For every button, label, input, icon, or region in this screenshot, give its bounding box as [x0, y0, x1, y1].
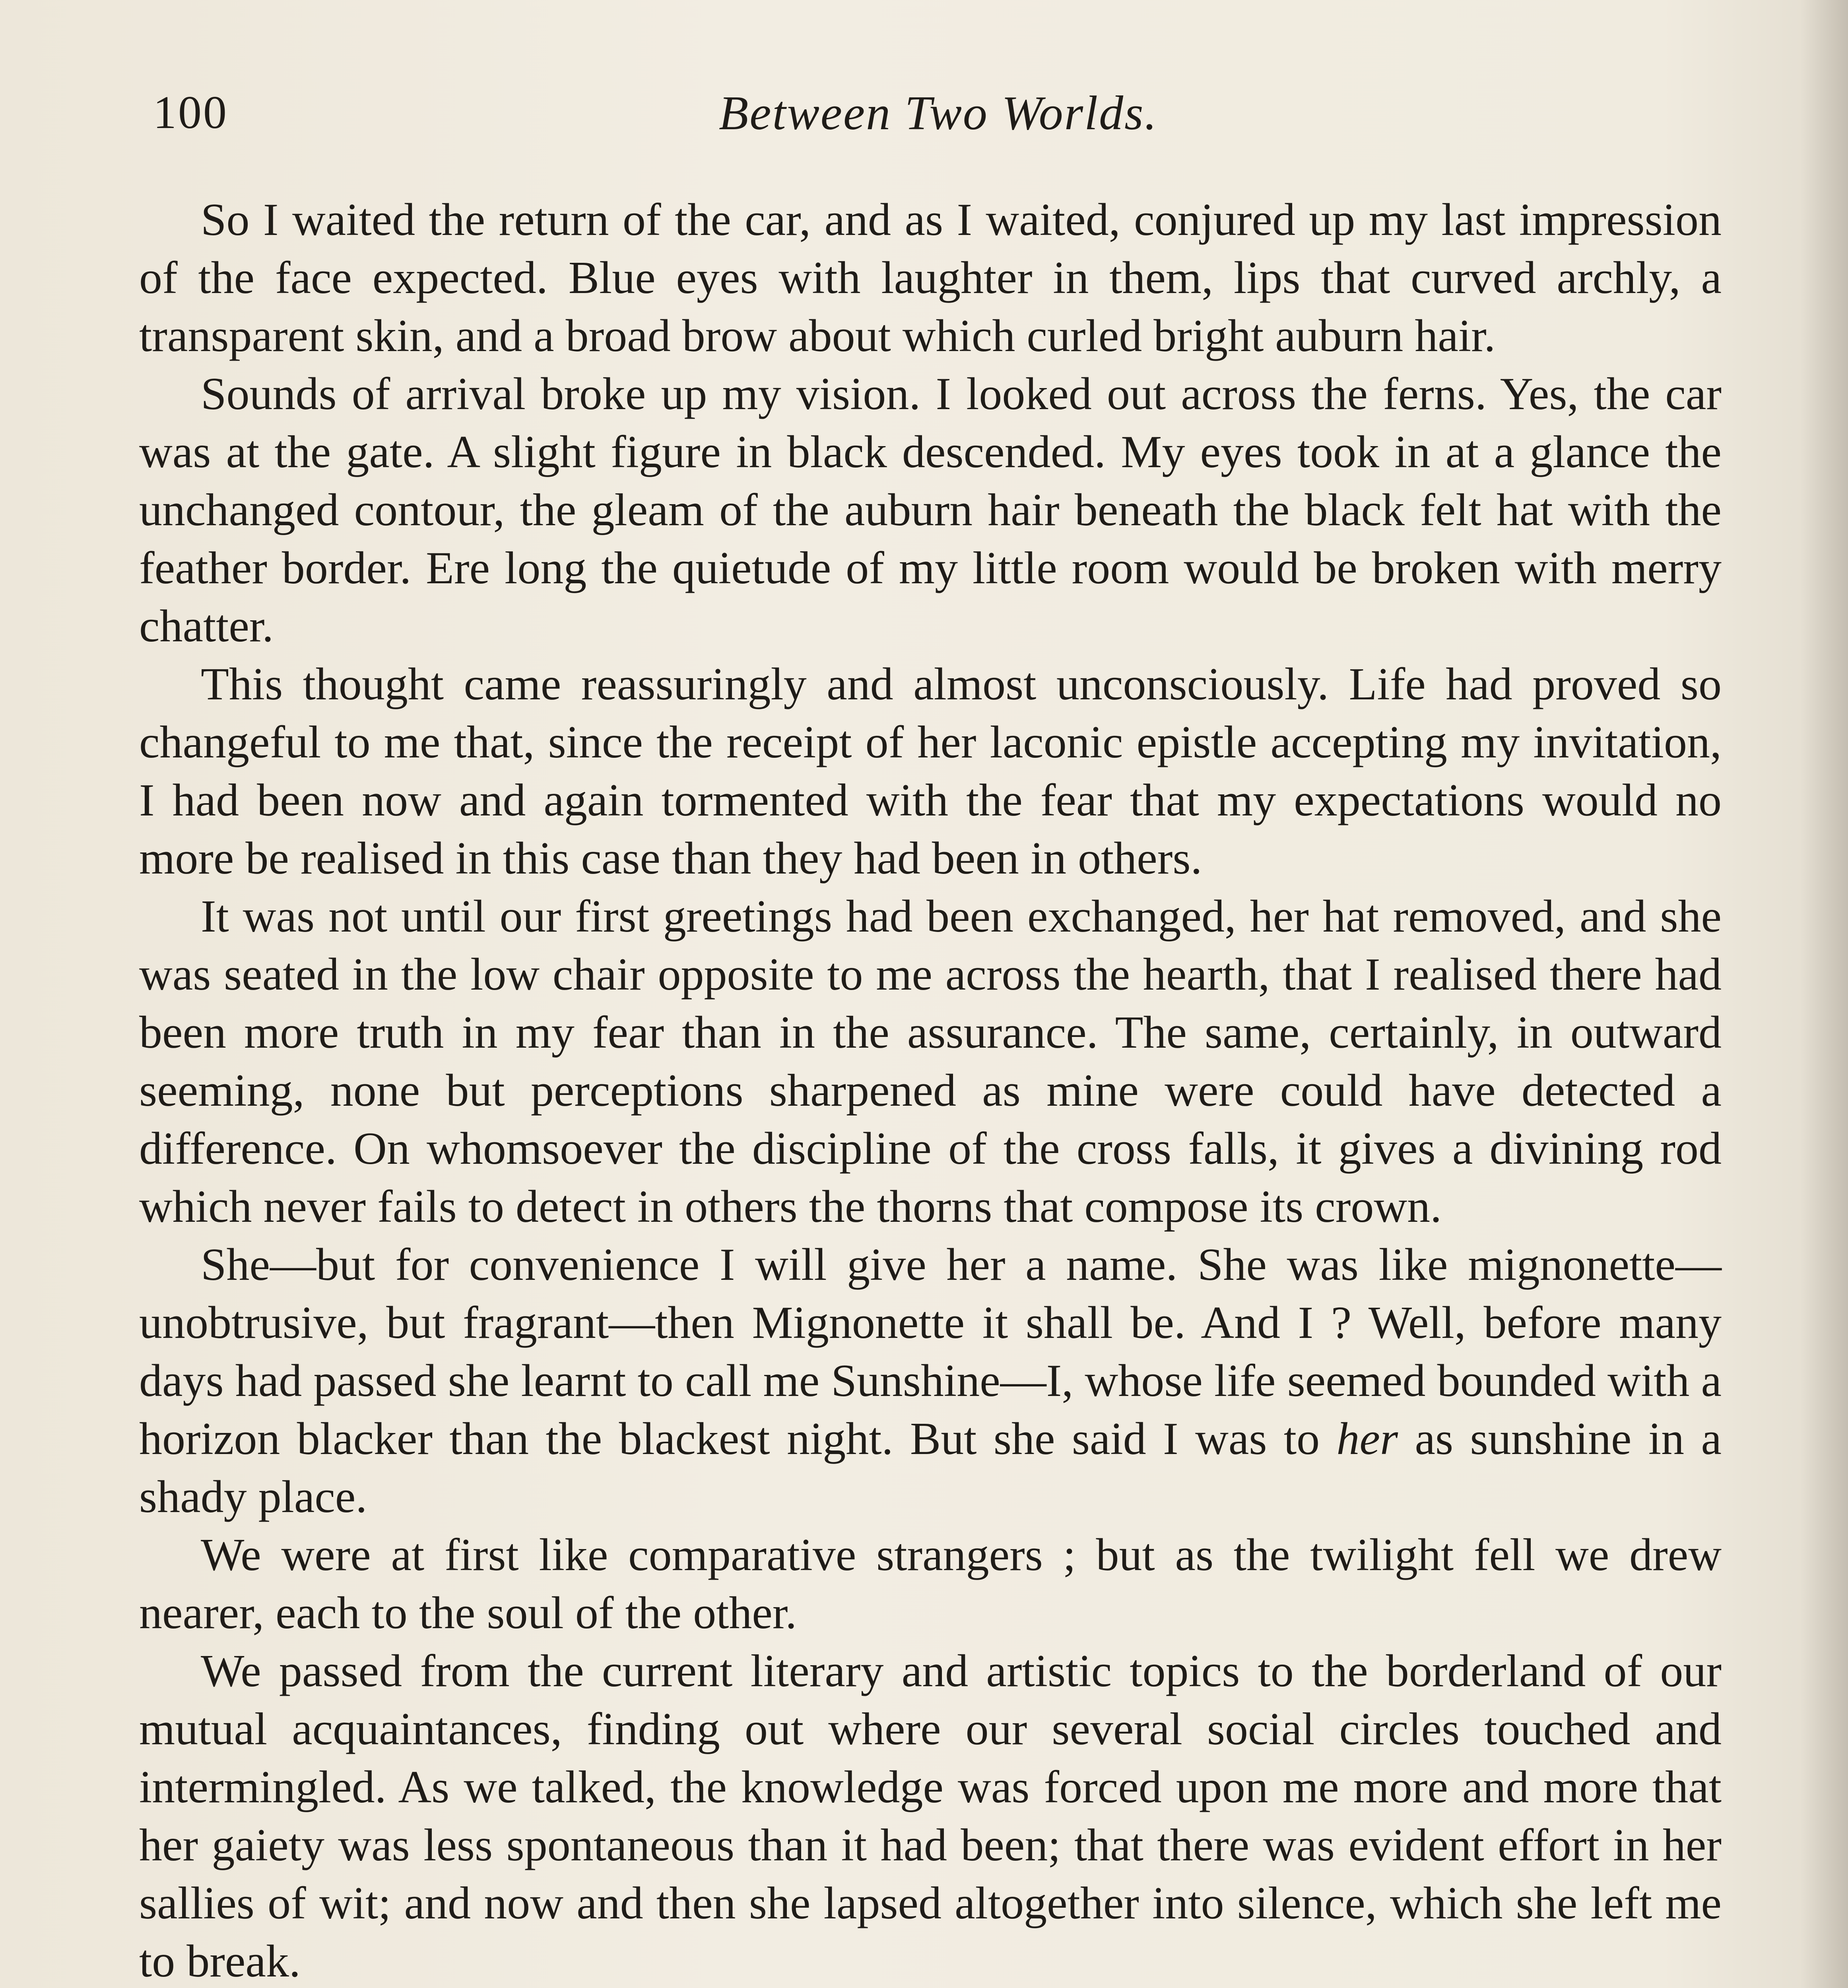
paragraph-5-text-end: as sunshine in a shady place.: [139, 1413, 1722, 1522]
paragraph-1: So I waited the return of the car, and as I waited, conjured up my last impression of the face expected. Blue eyes with laughter in them, lips that curved archly, a transparent skin, and a broad brow about which curled bright auburn hair.: [139, 194, 1722, 361]
running-title: Between Two Worlds.: [718, 86, 1158, 140]
paragraph-2: Sounds of arrival broke up my vision. I looked out across the ferns. Yes, the car was at the gate. A slight figure in black descended. My eyes took in at a glance the unchanged contour, the gleam of the auburn hair beneath the black felt hat with the feather border. Ere long the quietude of my little room would be broken with merry chatter.: [139, 369, 1722, 652]
body-text: [139, 191, 1722, 1988]
page-header: [153, 85, 1724, 149]
paragraph-3: This thought came reassuringly and almost unconsciously. Life had proved so changeful to me that, since the receipt of her laconic epistle accepting my invitation, I had been now and again tormented with the fear that my expectations would no more be realised in this case than they had been in others.: [139, 659, 1722, 884]
paragraph-5-text-start: She—but for convenience I will give her a name. She was like mignonette—unobtrusive, but fragrant—then Mignonette it shall be. And I ? Well, before many days had passed she learnt to call me Sunshine—I, whose life seemed bounded with a horizon blacker than the blackest night. But she said I was to: [139, 1239, 1722, 1464]
paragraph-4: It was not until our first greetings had been exchanged, her hat removed, and she was seated in the low chair opposite to me across the hearth, that I realised there had been more truth in my fear than in the assurance. The same, certainly, in outward seeming, none but perceptions sharpened as mine were could have detected a difference. On whomsoever the discipline of the cross falls, it gives a divining rod which never fails to detect in others the thorns that compose its crown.: [139, 891, 1722, 1232]
page-edge-shadow: [1800, 0, 1848, 1988]
paragraph-7: We passed from the current literary and artistic topics to the borderland of our mutual acquaintances, finding out where our several social circles touched and intermingled. As we talked, the knowledge was forced upon me more and more that her gaiety was less spontaneous than it had been; that there was evident effort in her sallies of wit; and now and then she lapsed altogether into silence, which she left me to break.: [139, 1646, 1722, 1987]
paragraph-5: [139, 1236, 1722, 1526]
paragraph-6: We were at first like comparative strangers ; but as the twilight fell we drew nearer, each to the soul of the other.: [139, 1530, 1722, 1639]
emphasis-her: her: [1336, 1413, 1398, 1464]
page-number: 100: [153, 86, 228, 138]
